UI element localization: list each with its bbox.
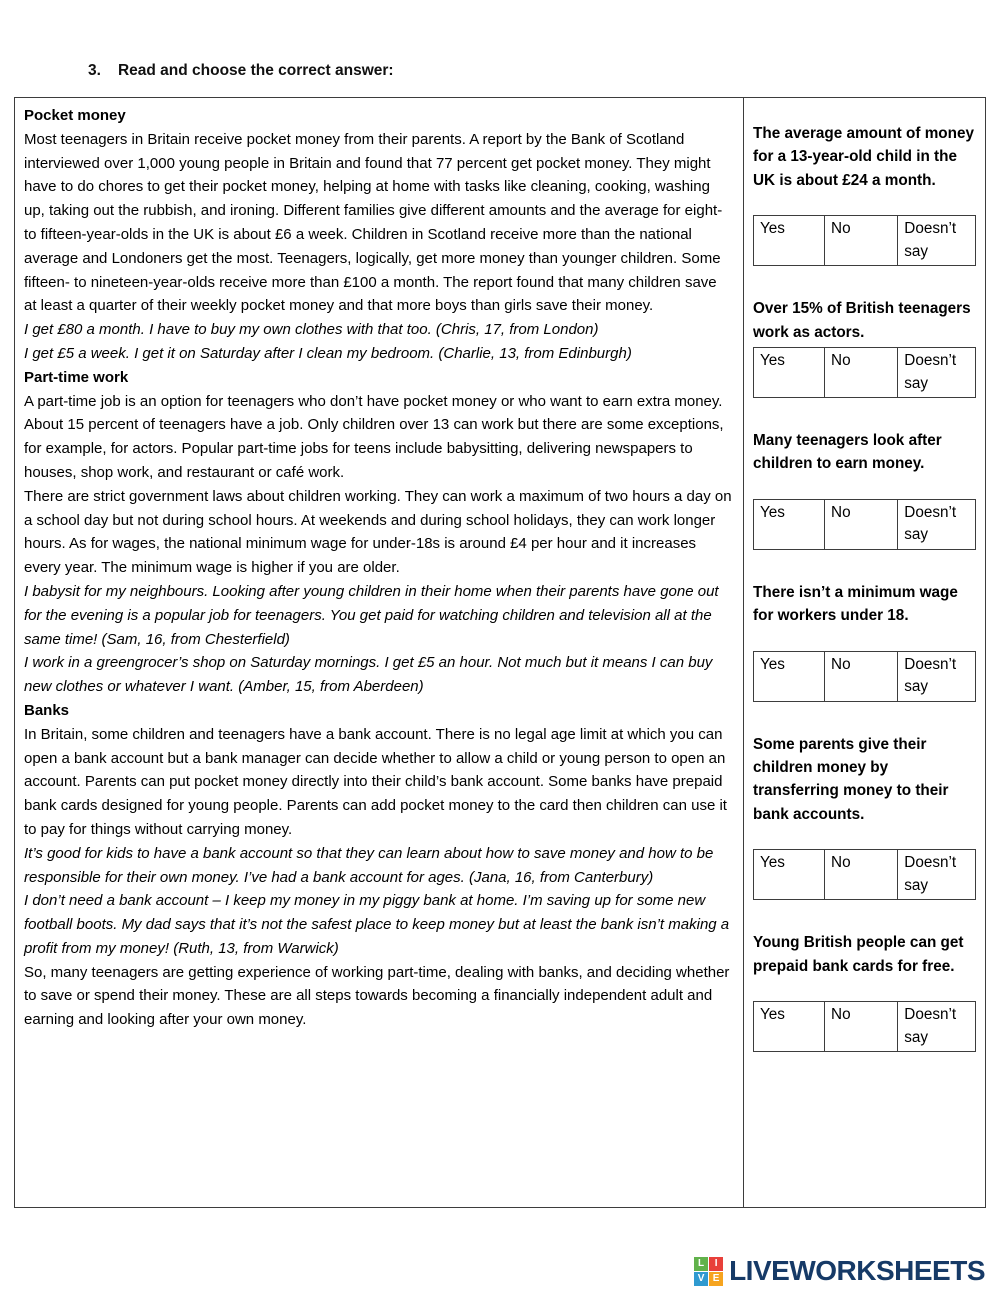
article-paragraph: There are strict government laws about children working. They can work a maximum of two hours a day on a school day but not during school hours. At weekends and during school holidays, they can work longer hours. As for wages, the national minimum wage for under-18s is around £4 per hour and it increases every year. The minimum wage is higher if you are older. (24, 487, 732, 577)
answer-table (753, 347, 976, 398)
answer-cell-no[interactable]: No (825, 348, 898, 398)
article-paragraph: In Britain, some children and teenagers have a bank account. There is no legal age limit at which you can open a bank account but a bank manager can decide whether to allow a child or young person to open an account. Parents can put pocket money directly into their child’s bank account. Some banks have prepaid bank cards designed for young people. Parents can add pocket money to the card then children can use it to pay for things without carrying money. (24, 725, 727, 838)
section-title-banks: Banks (24, 701, 70, 719)
answer-cell-doesnt-say[interactable]: Doesn’t say (898, 1002, 976, 1052)
question-statement: Young British people can get prepaid bank cards for free. (753, 934, 964, 975)
article-paragraph: So, many teenagers are getting experience of working part-time, dealing with banks, and deciding whether to save or spend their money. These are all steps towards becoming a financially independent adult and earning and looking after your own money. (24, 963, 730, 1029)
brand-name: LIVEWORKSHEETS (729, 1255, 985, 1286)
answer-cell-no[interactable]: No (825, 216, 898, 266)
section-title-part-time-work: Part-time work (24, 368, 129, 386)
answer-cell-doesnt-say[interactable]: Doesn’t say (898, 850, 976, 900)
question-block-5 (753, 733, 976, 901)
exercise-heading (88, 62, 394, 80)
article-paragraph: Most teenagers in Britain receive pocket money from their parents. A report by the Bank of Scotland interviewed over 1,000 young people in Britain and found that 77 percent get pocket money. They might have to do chores to get their pocket money, helping at home with tasks like cleaning, cooking, washing up, taking out the rubbish, and ironing. Different families give different amounts and the average for eight- to fifteen-year-olds in the UK is about £6 a week. Children in Scotland receive more than the national average and Londoners get the most. Teenagers, logically, get more money than younger children. Some fifteen- to nineteen-year-olds receive more than £100 a month. The report found that many children save at least a quarter of their weekly pocket money and that more boys than girls save their money. (24, 130, 723, 315)
logo-square-v: V (694, 1272, 708, 1286)
exercise-number: 3. (88, 62, 101, 79)
answer-cell-no[interactable]: No (825, 1002, 898, 1052)
logo-square-i: I (709, 1257, 723, 1271)
logo-square-e: E (709, 1272, 723, 1286)
answer-cell-yes[interactable]: Yes (754, 499, 825, 549)
question-block-6 (753, 931, 976, 1052)
question-statement: Over 15% of British teenagers work as actors. (753, 300, 971, 341)
questions-column (744, 98, 985, 1207)
logo-square-l: L (694, 1257, 708, 1271)
answer-cell-no[interactable]: No (825, 651, 898, 701)
answer-cell-doesnt-say[interactable]: Doesn’t say (898, 499, 976, 549)
answer-table (753, 849, 976, 900)
article-quote: I get £5 a week. I get it on Saturday after I clean my bedroom. (Charlie, 13, from Edinburgh) (24, 344, 632, 362)
footer-brand (694, 1255, 985, 1287)
article-quote: I get £80 a month. I have to buy my own clothes with that too. (Chris, 17, from London) (24, 321, 599, 339)
answer-table (753, 215, 976, 266)
question-statement: The average amount of money for a 13-year-old child in the UK is about £24 a month. (753, 125, 975, 189)
answer-table (753, 651, 976, 702)
article-quote: I work in a greengrocer’s shop on Saturday mornings. I get £5 an hour. Not much but it means I can buy new clothes or whatever I want. (Amber, 15, from Aberdeen) (24, 654, 713, 696)
answer-cell-doesnt-say[interactable]: Doesn’t say (898, 651, 976, 701)
question-block-1 (753, 122, 976, 266)
article-quote: I babysit for my neighbours. Looking after young children in their home when their parents have gone out for the evening is a popular job for teenagers. You get paid for watching children and television all at the same time! (Sam, 16, from Chesterfield) (24, 582, 719, 648)
answer-table (753, 499, 976, 550)
article-paragraph: A part-time job is an option for teenagers who don’t have pocket money or who want to earn extra money. About 15 percent of teenagers have a job. Only children over 13 can work but there are some exceptions, for example, for actors. Popular part-time jobs for teens include babysitting, delivering newspapers to houses, shop work, and restaurant or café work. (24, 392, 724, 481)
answer-cell-yes[interactable]: Yes (754, 850, 825, 900)
article-quote: It’s good for kids to have a bank account so that they can learn about how to save money and how to be responsible for their own money. I’ve had a bank account for ages. (Jana, 16, from Canterbury) (24, 844, 714, 886)
reading-text-column (15, 98, 744, 1207)
section-title-pocket-money: Pocket money (24, 107, 126, 124)
answer-table (753, 1001, 976, 1052)
answer-cell-yes[interactable]: Yes (754, 1002, 825, 1052)
question-block-3 (753, 429, 976, 550)
question-statement: Many teenagers look after children to earn money. (753, 432, 942, 473)
liveworksheets-logo-icon (694, 1257, 723, 1286)
exercise-instruction: Read and choose the correct answer: (117, 62, 394, 79)
article-quote: I don’t need a bank account – I keep my money in my piggy bank at home. I’m saving up for some new football boots. My dad says that it’s not the safest place to keep money but at least the bank isn’t making a profit from my money! (Ruth, 13, from Warwick) (24, 892, 730, 957)
answer-cell-no[interactable]: No (825, 499, 898, 549)
answer-cell-no[interactable]: No (825, 850, 898, 900)
answer-cell-yes[interactable]: Yes (754, 651, 825, 701)
answer-cell-doesnt-say[interactable]: Doesn’t say (898, 216, 976, 266)
answer-cell-yes[interactable]: Yes (754, 216, 825, 266)
question-statement: There isn’t a minimum wage for workers under 18. (753, 583, 958, 625)
worksheet-box (14, 97, 986, 1208)
answer-cell-doesnt-say[interactable]: Doesn’t say (898, 348, 976, 398)
question-block-4 (753, 581, 976, 702)
answer-cell-yes[interactable]: Yes (754, 348, 825, 398)
question-statement: Some parents give their children money by transferring money to their bank accounts. (753, 735, 949, 823)
question-block-2 (753, 297, 976, 398)
